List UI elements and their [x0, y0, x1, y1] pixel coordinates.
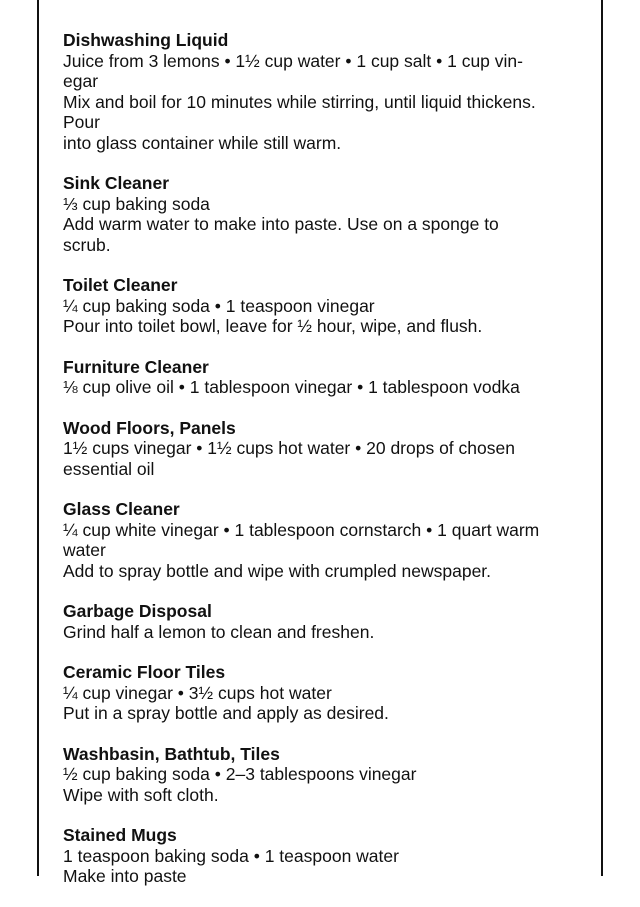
recipe-title: Washbasin, Bathtub, Tiles [63, 743, 280, 764]
recipe-line: Grind half a lemon to clean and freshen. [63, 621, 375, 642]
recipe-line: ⅛ cup olive oil • 1 tablespoon vinegar • 1 tablespoon vodka [63, 377, 520, 397]
recipe-line: ⅓ cup baking soda [63, 193, 210, 214]
recipe-wood-floors-panels [63, 418, 563, 480]
recipe-glass-cleaner [63, 499, 563, 581]
recipe-stained-mugs [63, 825, 563, 887]
recipe-line: 1½ cups vinegar • 1½ cups hot water • 20 drops of chosen [63, 438, 515, 458]
recipe-line: Add warm water to make into paste. Use on a sponge to [63, 214, 499, 234]
recipe-line: Pour into toilet bowl, leave for ½ hour, wipe, and flush. [63, 316, 483, 336]
recipe-dishwashing-liquid [63, 30, 563, 153]
recipe-line: Put in a spray bottle and apply as desired. [63, 703, 389, 723]
recipe-furniture-cleaner [63, 357, 563, 398]
recipe-title: Stained Mugs [63, 825, 177, 845]
recipe-title: Ceramic Floor Tiles [63, 662, 226, 682]
recipe-toilet-cleaner [63, 275, 563, 337]
recipe-line: Wipe with soft cloth. [63, 784, 219, 805]
recipe-washbasin-bathtub-tiles [63, 744, 563, 806]
recipe-line: water [63, 540, 106, 560]
recipe-line: Juice from 3 lemons • 1½ cup water • 1 cup salt • 1 cup vin- [63, 50, 523, 71]
recipe-ceramic-floor-tiles [63, 662, 563, 724]
recipe-title: Glass Cleaner [63, 499, 180, 519]
recipe-list [63, 30, 563, 907]
recipe-line: into glass container while still warm. [63, 132, 342, 153]
recipe-title: Garbage Disposal [63, 601, 212, 621]
recipe-sink-cleaner [63, 173, 563, 255]
recipe-line: 1 teaspoon baking soda • 1 teaspoon water [63, 845, 399, 866]
recipe-line: ¼ cup white vinegar • 1 tablespoon cornstarch • 1 quart warm [63, 519, 540, 540]
recipe-title: Toilet Cleaner [63, 275, 178, 295]
recipe-line: Mix and boil for 10 minutes while stirring, until liquid thickens. Pour [63, 91, 536, 132]
recipe-line: Add to spray bottle and wipe with crumpled newspaper. [63, 560, 492, 581]
recipe-line: ¼ cup baking soda • 1 teaspoon vinegar [63, 295, 375, 316]
recipe-line: egar [63, 71, 99, 91]
recipe-line: scrub. [63, 234, 111, 255]
recipe-line: ¼ cup vinegar • 3½ cups hot water [63, 682, 332, 703]
recipe-line: essential oil [63, 458, 155, 479]
recipe-garbage-disposal [63, 601, 563, 642]
recipe-line: Make into paste [63, 866, 187, 886]
recipe-title: Wood Floors, Panels [63, 417, 236, 438]
recipe-title: Sink Cleaner [63, 173, 170, 193]
recipe-line: ½ cup baking soda • 2–3 tablespoons vinegar [63, 764, 417, 784]
recipe-title: Furniture Cleaner [63, 356, 209, 377]
recipe-title: Dishwashing Liquid [63, 30, 229, 50]
